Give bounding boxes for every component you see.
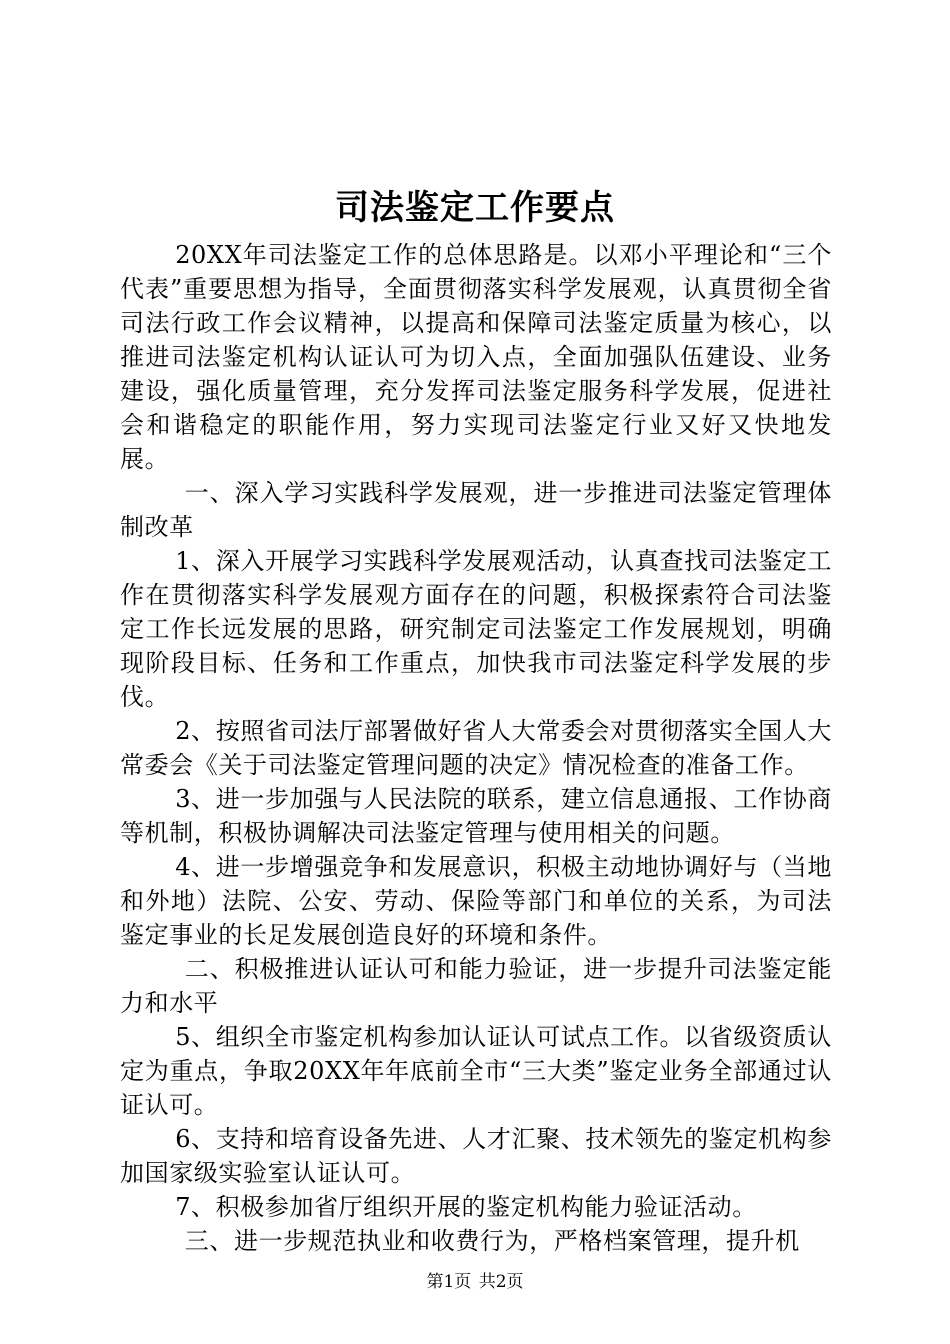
section-heading-2: 二、积极推进认证认可和能力验证，进一步提升司法鉴定能力和水平 (120, 955, 832, 1017)
list-item-4: 4、进一步增强竞争和发展意识，积极主动地协调好与（当地和外地）法院、公安、劳动、保险等部门和单位的关系，为司法鉴定事业的长足发展创造良好的环境和条件。 (120, 853, 832, 949)
list-item-6: 6、支持和培育设备先进、人才汇聚、技术领先的鉴定机构参加国家级实验室认证认可。 (120, 1125, 832, 1187)
section-heading-3: 三、进一步规范执业和收费行为，严格档案管理，提升机 (184, 1227, 800, 1255)
document-title: 司法鉴定工作要点 (335, 188, 615, 228)
list-item-7: 7、积极参加省厅组织开展的鉴定机构能力验证活动。 (175, 1193, 757, 1221)
page-total: 共2页 (478, 1272, 524, 1292)
page-footer (0, 1270, 950, 1294)
list-item-2: 2、按照省司法厅部署做好省人大常委会对贯彻落实全国人大常委会《关于司法鉴定管理问题的决定》情况检查的准备工作。 (120, 717, 832, 779)
section-heading-1: 一、深入学习实践科学发展观，进一步推进司法鉴定管理体制改革 (120, 479, 832, 541)
page-number: 第1页 (426, 1272, 472, 1292)
document-body (120, 238, 832, 1258)
list-item-1: 1、深入开展学习实践科学发展观活动，认真查找司法鉴定工作在贯彻落实科学发展观方面存在的问题，积极探索符合司法鉴定工作长远发展的思路，研究制定司法鉴定工作发展规划，明确现阶段目标、任务和工作重点，加快我市司法鉴定科学发展的步伐。 (120, 547, 832, 711)
intro-paragraph: 20XX年司法鉴定工作的总体思路是。以邓小平理论和“三个代表”重要思想为指导，全面贯彻落实科学发展观，认真贯彻全省司法行政工作会议精神，以提高和保障司法鉴定质量为核心，以推进司法鉴定机构认证认可为切入点，全面加强队伍建设、业务建设，强化质量管理，充分发挥司法鉴定服务科学发展，促进社会和谐稳定的职能作用，努力实现司法鉴定行业又好又快地发展。 (120, 241, 832, 473)
list-item-5: 5、组织全市鉴定机构参加认证认可试点工作。以省级资质认定为重点，争取20XX年年底前全市“三大类”鉴定业务全部通过认证认可。 (120, 1023, 832, 1119)
list-item-3: 3、进一步加强与人民法院的联系，建立信息通报、工作协商等机制，积极协调解决司法鉴定管理与使用相关的问题。 (120, 785, 832, 847)
